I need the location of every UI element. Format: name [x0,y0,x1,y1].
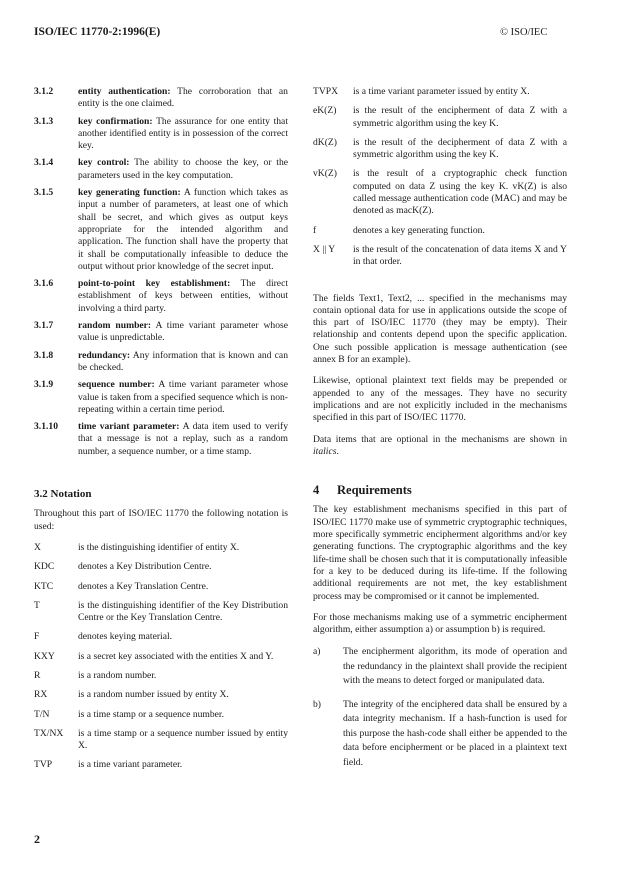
notation-description: denotes keying material. [78,631,173,643]
notation-entry [34,581,288,593]
notation-intro: Throughout this part of ISO/IEC 11770 the following notation is used: [34,508,288,532]
notation-symbol: f [313,224,317,236]
assumptions-paragraph: For those mechanisms making use of a symmetric encipherment algorithm, either assumption a) or assumption b) is required. [313,611,567,636]
definition-item [34,278,288,315]
notation-description: is a time stamp or a sequence number. [78,708,224,720]
notation-symbol: KXY [34,650,55,662]
notation-entry [313,86,567,98]
definition-term: entity authentication: [78,86,171,97]
notation-entry [34,759,288,771]
requirements-paragraph: The key establishment mechanisms specified in this part of ISO/IEC 11770 make use of symmetric cryptographic techniques, more specifically symmetric encipherment algorithms and/or key generating functions. The cryptographic algorithms and the key life-time shall be chosen such that it is computationally infeasible for a key to be deduced during its life-time. If the following additional requirements are not met, the key establishment process may be compromised or it cannot be implemented. [313,504,567,602]
page-header-right: © ISO/IEC [500,27,548,38]
notation-entry [34,728,288,753]
notation-symbol: eK(Z) [313,105,337,117]
notation-symbol: F [34,631,40,643]
definition-term: time variant parameter: [78,421,180,433]
notation-symbol: T [34,599,40,611]
notation-symbol: RX [34,689,48,701]
notation-symbol: T/N [34,708,50,720]
definition-number: 3.1.3 [34,115,54,127]
section-number: 4 [313,483,320,498]
definition-text: Any information that is known and can be checked. [78,349,288,373]
definition-item [34,379,288,416]
page-header-left: ISO/IEC 11770-2:1996(E) [34,26,161,38]
definition-text: A time variant parameter whose value is taken from a specified sequence which is non-repeating within a certain time period. [78,379,288,415]
notation-description: is a time variant parameter issued by entity X. [353,86,530,97]
notation-symbol: KTC [34,580,54,592]
definition-number: 3.1.10 [34,421,58,433]
notation-entry [34,651,288,663]
notation-entry [34,600,288,625]
left-column [34,86,288,779]
section-title: Requirements [337,483,412,498]
definition-term: key control: [78,157,130,169]
optional-items-text: Data items that are optional in the mechanisms are shown in [313,433,567,445]
notation-symbol: X || Y [313,243,336,255]
definition-text: The corroboration that an entity is the one claimed. [78,86,288,110]
notation-symbol: TVPX [313,86,339,97]
definition-text: The direct establishment of keys between entities, without involving a third party. [78,278,288,314]
notation-entry [34,542,288,554]
definition-text: A time variant parameter whose value is unpredictable. [78,320,288,344]
definition-text: A function which takes as input a number of parameters, at least one of which shall be secret, and which gives as output keys appropriate for the intended algorithm and application. The function shall have the property that it shall be computationally infeasible to deduce the output without prior knowledge of the secret input. [78,187,288,272]
definition-text: A data item used to verify that a message is not a replay, such as a random number, a sequence number, or a time stamp. [78,421,288,457]
item-text: The encipherment algorithm, its mode of operation and the redundancy in the plaintext shall provide the recipient with the means to detect forged or manipulated data. [343,646,567,687]
notation-entry [34,689,288,701]
notation-symbol: TX/NX [34,727,64,739]
definition-term: random number: [78,320,152,332]
period: . [336,445,339,457]
item-label: b) [313,698,321,710]
page-number: 2 [34,832,40,846]
notation-description: denotes a Key Translation Centre. [78,580,209,592]
notation-symbol: R [34,669,41,681]
definition-item [34,320,288,345]
definition-number: 3.1.5 [34,187,54,199]
item-label: a) [313,646,321,658]
definition-item [34,116,288,153]
item-text: The integrity of the enciphered data shall be ensured by a data integrity mechanism. If a hash-function is used for this purpose the hash-code shall either be appended to the data before encipherment or be placed in a plaintext text field. [343,698,567,768]
notation-heading: 3.2 Notation [34,488,92,501]
definition-number: 3.1.6 [34,278,54,290]
notation-entry [313,137,567,162]
notation-entry [34,631,288,643]
definition-number: 3.1.2 [34,86,54,97]
notation-description: is the distinguishing identifier of entity X. [78,541,240,553]
notation-description: is a time stamp or a sequence number issued by entity X. [78,727,288,752]
requirement-item [313,698,567,771]
definition-number: 3.1.8 [34,349,54,361]
notation-description: denotes a Key Distribution Centre. [78,561,212,573]
definition-text: The ability to choose the key, or the parameters used in the key computation. [78,157,288,181]
right-column [313,86,567,779]
notation-description: is the result of the encipherment of data Z with a symmetric algorithm using the key K. [353,105,567,129]
definition-item [34,350,288,375]
notation-entry [313,168,567,217]
notation-description: is a time variant parameter. [78,759,183,771]
notation-description: is the result of a cryptographic check function computed on data Z using the key K. vK(Z) is also called message authentication code (MAC) and may be denoted as macK(Z). [353,168,567,217]
definition-number: 3.1.9 [34,379,54,391]
definition-term: key confirmation: [78,115,153,127]
text-fields-paragraph: The fields Text1, Text2, ... specified in the mechanisms may contain optional data for use in applications outside the scope of this part of ISO/IEC 11770 (they may be empty). Their relationship and contents depend upon the specific application. One such possible application is message authentication (see annex B for an example). [313,292,567,366]
requirements-heading [313,484,567,496]
notation-entry [34,670,288,682]
notation-entry [313,244,567,269]
definition-term: point-to-point key establishment: [78,278,231,290]
notation-entry [313,225,567,237]
requirement-item [313,645,567,689]
notation-entry [34,709,288,721]
optional-items-paragraph [313,434,567,459]
notation-description: is a random number. [78,669,157,681]
definition-number: 3.1.4 [34,157,54,169]
notation-description: is a secret key associated with the entities X and Y. [78,650,274,662]
notation-entry [313,105,567,130]
notation-symbol: vK(Z) [313,168,337,180]
definition-term: sequence number: [78,379,155,391]
definition-item [34,86,288,111]
definition-item [34,421,288,458]
definition-number: 3.1.7 [34,320,54,332]
definition-item [34,157,288,182]
notation-description: is the result of the concatenation of data items X and Y in that order. [353,243,567,268]
italics-word: italics [313,445,337,457]
notation-description: is the result of the decipherment of data Z with a symmetric algorithm using the key K. [353,136,567,161]
plaintext-fields-paragraph: Likewise, optional plaintext text fields may be prepended or appended to any of the messages. They have no security implications and are not explicitly included in the mechanisms specified in this part of ISO/IEC 11770. [313,375,567,424]
notation-description: is the distinguishing identifier of the Key Distribution Centre or the Key Translation Centre. [78,599,288,624]
definition-text: The assurance for one entity that another identified entity is in possession of the correct key. [78,115,288,152]
notation-symbol: TVP [34,759,53,771]
definition-term: redundancy: [78,349,131,361]
notation-symbol: dK(Z) [313,136,337,148]
definition-item [34,187,288,273]
notation-entry [34,561,288,573]
notation-symbol: KDC [34,561,55,573]
notation-description: denotes a key generating function. [353,224,485,236]
notation-description: is a random number issued by entity X. [78,689,229,701]
notation-symbol: X [34,541,41,553]
definition-term: key generating function: [78,187,181,199]
